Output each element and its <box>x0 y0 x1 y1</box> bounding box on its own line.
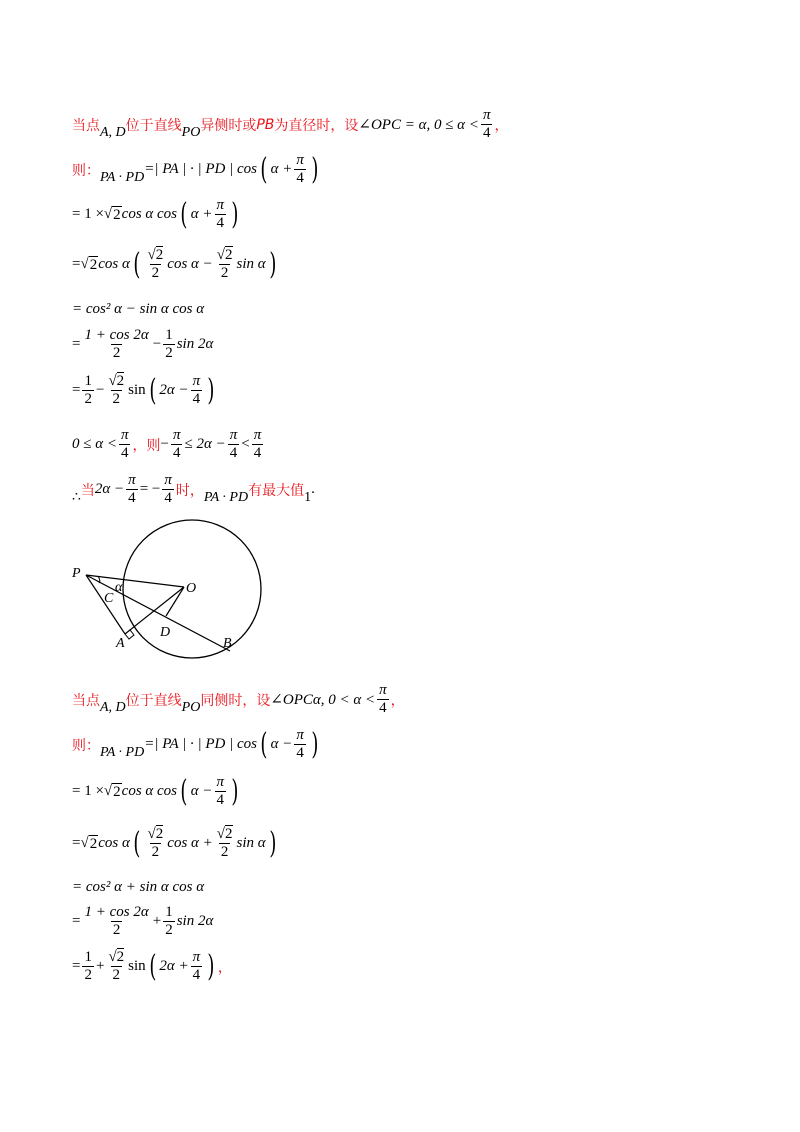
line-step-5: = $\frac{1}{2}$ − $\frac{√2}{2}$ sin ( 2α − $\frac{\pi}{4}$ ) <box>72 372 215 408</box>
line-step-10: = $\frac{1}{2}$ + $\frac{√2}{2}$ sin ( 2α + $\frac{\pi}{4}$ ) ， <box>72 948 232 984</box>
label-b: B <box>223 636 232 651</box>
label-a: A <box>116 636 125 651</box>
line-step-8: = cos² α + sin α cos α <box>72 879 205 895</box>
label-d: D <box>160 625 171 640</box>
line-case2-intro: 当点 A, D 位于直线 PO 同侧时，设 ∠OPCα, 0 < α < $\frac{\pi}{4}$ ， <box>72 682 405 716</box>
line-case1-intro: 当点 A, D 位于直线 PO 异侧时或 PB 为直径时，设 ∠OPC = α, 0 ≤ α < $\frac{\pi}{4}$ ， <box>72 107 509 141</box>
line-range: 0 ≤ α < $\frac{\pi}{4}$ ，则 − $\frac{\pi}{4}$ ≤ 2α − $\frac{\pi}{4}$ < $\frac{\pi}{4}$ <box>72 427 262 461</box>
line-step-9: = $\frac{1 + \cos 2\alpha}{2}$ + $\frac{1}{2}$ sin 2α <box>72 904 214 938</box>
label-alpha: α <box>115 580 123 595</box>
line-step-2: = √ 2 cos α ( $\frac{√2}{2}$ cos α − $\frac{√2}{2}$ sin α ) <box>72 246 277 282</box>
label-p: P <box>72 566 81 581</box>
line-dot-product-2: 则： PA · PD =| PA | · | PD | cos ( α − $\frac{\pi}{4}$ ) <box>72 726 319 762</box>
line-step-7: = √ 2 cos α ( $\frac{√2}{2}$ cos α + $\frac{√2}{2}$ sin α ) <box>72 825 277 861</box>
line-dot-product-1: 则： PA · PD =| PA | · | PD | cos ( α + $\frac{\pi}{4}$ ) <box>72 151 319 187</box>
line-step-4: = $\frac{1 + \cos 2\alpha}{2}$ − $\frac{1}{2}$ sin 2α <box>72 327 214 361</box>
line-step-6: = 1 × √ 2 cos α cos ( α − $\frac{\pi}{4}$ ) <box>72 773 239 809</box>
label-o: O <box>186 581 197 596</box>
line-step-1: = 1 × √ 2 cos α cos ( α + $\frac{\pi}{4}$ ) <box>72 196 239 232</box>
line-step-3: = cos² α − sin α cos α <box>72 301 205 317</box>
label-c: C <box>104 591 114 606</box>
fraction-pi-4: $\frac{\pi}{4}$ <box>482 107 491 141</box>
geometry-figure <box>68 514 278 670</box>
line-max-conclusion: ∴ 当 2α − $\frac{\pi}{4}$ = − $\frac{\pi}{4}$ 时， PA · PD 有最大值 1 . <box>72 472 315 506</box>
